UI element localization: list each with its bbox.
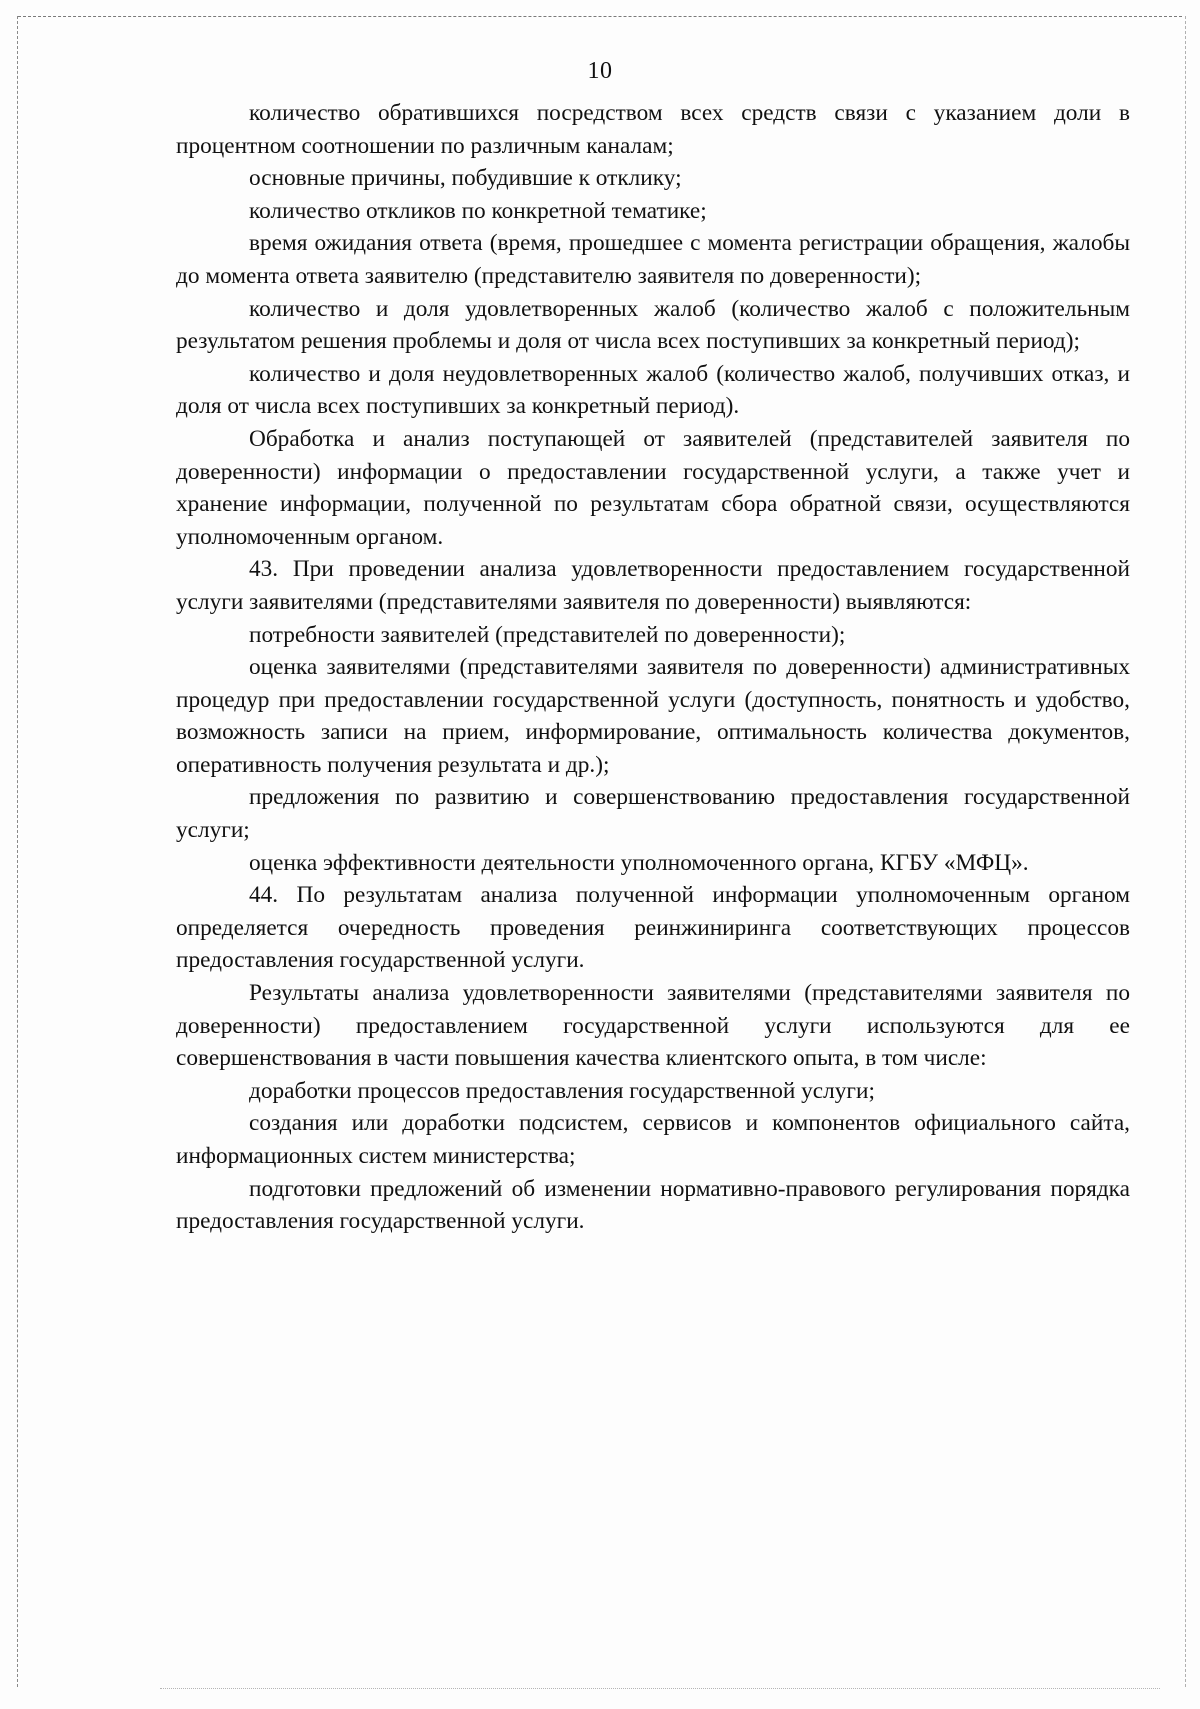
paragraph: время ожидания ответа (время, прошедшее с момента регистрации обращения, жалобы до момента ответа заявителю (представителю заявителя по доверенности); — [176, 230, 1130, 289]
paragraph: Результаты анализа удовлетворенности заявителями (представителями заявителя по доверенности) предоставлением государственной услуги используются для ее совершенствования в части повышения качества клиентского опыта, в том числе: — [176, 980, 1130, 1072]
paragraph: количество и доля удовлетворенных жалоб (количество жалоб с положительным результатом решения проблемы и доля от числа всех поступивших за конкретный период); — [176, 295, 1130, 355]
paragraph: количество обратившихся посредством всех средств связи с указанием доли в процентном соотношении по различным каналам; — [176, 100, 1130, 159]
paragraph: подготовки предложений об изменении нормативно-правового регулирования порядка предоставления государственной услуги. — [176, 1175, 1130, 1235]
paragraph: 44. По результатам анализа полученной информации уполномоченным органом определяется очередность проведения реинжиниринга соответствующих процессов предоставления государственной услуги. — [176, 882, 1130, 974]
scan-border-bottom — [160, 1688, 1160, 1689]
paragraph: потребности заявителей (представителей по доверенности); — [249, 621, 846, 648]
paragraph: создания или доработки подсистем, сервисов и компонентов официального сайта, информационных систем министерства; — [176, 1110, 1130, 1169]
document-body — [176, 97, 1130, 1238]
paragraph: количество откликов по конкретной тематике; — [249, 197, 707, 224]
scan-border-top — [18, 16, 1182, 17]
paragraph: оценка заявителями (представителями заявителя по доверенности) административных процедур при предоставлении государственной услуги (доступность, понятность и удобство, возможность записи на прием, информирование, оптимальность количества документов, оперативность получения результата и др.); — [176, 654, 1130, 778]
page-number: 10 — [587, 58, 613, 84]
scan-border-right — [1185, 16, 1186, 1687]
paragraph: 43. При проведении анализа удовлетворенности предоставлением государственной услуги заявителями (представителями заявителя по доверенности) выявляются: — [176, 556, 1130, 615]
paragraph: основные причины, побудившие к отклику; — [249, 165, 682, 192]
paragraph: предложения по развитию и совершенствованию предоставления государственной услуги; — [176, 784, 1130, 844]
paragraph: Обработка и анализ поступающей от заявителей (представителей заявителя по доверенности) информации о предоставлении государственной услуги, а также учет и хранение информации, полученной по результатам сбора обратной связи, осуществляются уполномоченным органом. — [176, 425, 1130, 550]
scan-border-left — [17, 16, 18, 1687]
paragraph: доработки процессов предоставления государственной услуги; — [249, 1077, 875, 1104]
paragraph: оценка эффективности деятельности уполномоченного органа, КГБУ «МФЦ». — [249, 849, 1029, 876]
paragraph: количество и доля неудовлетворенных жалоб (количество жалоб, получивших отказ, и доля от числа всех поступивших за конкретный период). — [176, 360, 1130, 420]
